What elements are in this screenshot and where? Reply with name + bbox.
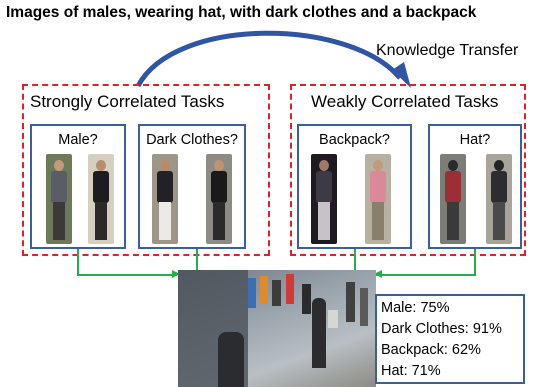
task-hat-label: Hat? xyxy=(459,132,491,148)
task-male xyxy=(30,124,126,249)
person-photo xyxy=(365,154,391,244)
connector-line xyxy=(474,249,476,275)
person-photo xyxy=(440,154,466,244)
person-photo xyxy=(311,154,337,244)
street-scene-image xyxy=(178,270,376,387)
task-dark-clothes-label: Dark Clothes? xyxy=(146,132,238,148)
connector-line xyxy=(376,274,476,276)
figure-title: Images of males, wearing hat, with dark clothes and a backpack xyxy=(6,4,477,21)
person-photo xyxy=(152,154,178,244)
task-dark-clothes xyxy=(138,124,246,249)
result-backpack: Backpack: 62% xyxy=(381,342,481,358)
prediction-results-box xyxy=(375,294,525,384)
person-photo xyxy=(88,154,114,244)
person-photo xyxy=(206,154,232,244)
knowledge-transfer-label: Knowledge Transfer xyxy=(376,42,519,59)
task-male-label: Male? xyxy=(58,132,98,148)
task-backpack-label: Backpack? xyxy=(319,132,390,148)
result-hat: Hat: 71% xyxy=(381,363,441,379)
connector-line xyxy=(77,249,79,275)
person-photo xyxy=(46,154,72,244)
result-male: Male: 75% xyxy=(381,300,450,316)
strong-tasks-title: Strongly Correlated Tasks xyxy=(30,92,225,111)
task-backpack xyxy=(297,124,412,249)
person-photo xyxy=(486,154,512,244)
result-dark-clothes: Dark Clothes: 91% xyxy=(381,321,502,337)
connector-line xyxy=(77,274,177,276)
weak-tasks-title: Weakly Correlated Tasks xyxy=(311,92,499,111)
task-hat xyxy=(428,124,522,249)
